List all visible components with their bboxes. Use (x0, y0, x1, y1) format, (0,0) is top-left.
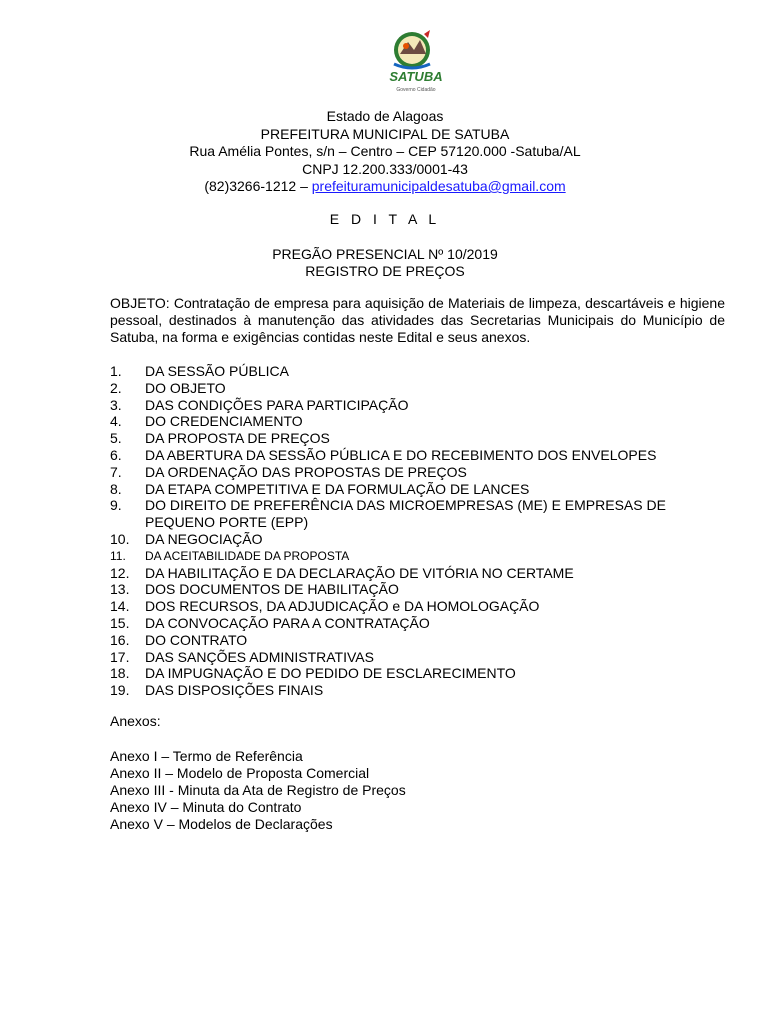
toc-item-number: 10. (110, 530, 130, 547)
toc-item-number: 1. (110, 363, 122, 379)
phone-text: (82)3266-1212 – (204, 178, 312, 194)
anexo-item: Anexo I – Termo de Referência (110, 748, 303, 764)
toc-item-text: DAS DISPOSIÇÕES FINAIS (145, 682, 324, 699)
toc-item-text: DO CONTRATO (145, 631, 248, 648)
toc-item (110, 397, 730, 414)
toc-item (110, 665, 730, 682)
toc-item-number: 4. (110, 413, 122, 430)
toc-item-text: DA NEGOCIAÇÃO (145, 530, 263, 547)
email-link[interactable]: prefeituramunicipaldesatuba@gmail.com (311, 178, 566, 194)
toc-item-number: 18. (110, 665, 130, 682)
toc-item-number: 7. (110, 463, 122, 480)
pregao-number: PREGÃO PRESENCIAL Nº 10/2019 (272, 246, 498, 262)
toc-item-number: 16. (110, 631, 130, 648)
toc-item-number: 8. (110, 480, 122, 497)
address-line: Rua Amélia Pontes, s/n – Centro – CEP 57120.000 -Satuba/AL (189, 143, 581, 159)
toc-item-number: 2. (110, 379, 122, 396)
toc-item (110, 380, 730, 397)
toc-item-text: DA HABILITAÇÃO E DA DECLARAÇÃO DE VITÓRIA NO CERTAME (145, 564, 574, 581)
toc-item-text: DAS CONDIÇÕES PARA PARTICIPAÇÃO (145, 396, 409, 413)
anexos-list (110, 748, 406, 833)
anexo-item: Anexo V – Modelos de Declarações (110, 816, 333, 832)
logo-tagline: Governo Cidadão (396, 87, 436, 93)
toc-item (110, 447, 730, 464)
toc-item-number: 3. (110, 396, 122, 413)
toc-item-number: 17. (110, 648, 130, 665)
satuba-logo (380, 28, 458, 94)
toc-item (110, 565, 730, 582)
toc-item-number: 12. (110, 564, 130, 581)
toc-item-number: 11. (110, 548, 126, 563)
toc-item-text: DA ETAPA COMPETITIVA E DA FORMULAÇÃO DE LANCES (145, 480, 530, 497)
toc-item-number: 9. (110, 497, 122, 514)
toc-item (110, 413, 730, 430)
toc-item-text: DO CREDENCIAMENTO (145, 413, 303, 430)
toc-item (110, 632, 730, 649)
toc-item-number: 13. (110, 581, 130, 598)
toc-item-text: DOS DOCUMENTOS DE HABILITAÇÃO (145, 581, 399, 598)
anexo-item: Anexo III - Minuta da Ata de Registro de Preços (110, 782, 406, 798)
cnpj-line: CNPJ 12.200.333/0001-43 (302, 160, 468, 177)
prefecture-line: PREFEITURA MUNICIPAL DE SATUBA (260, 125, 510, 142)
toc-item (110, 598, 730, 615)
toc-item (110, 531, 730, 548)
toc-item-text: DOS RECURSOS, DA ADJUDICAÇÃO e DA HOMOLOGAÇÃO (145, 598, 540, 615)
toc-item (110, 682, 730, 699)
toc-item-text: DA SESSÃO PÚBLICA (145, 363, 289, 379)
toc-item-text: DO OBJETO (145, 379, 226, 396)
table-of-contents (110, 363, 730, 699)
toc-item (110, 363, 730, 380)
toc-item (110, 464, 730, 481)
anexo-item: Anexo II – Modelo de Proposta Comercial (110, 765, 370, 781)
toc-item-text: DA ORDENAÇÃO DAS PROPOSTAS DE PREÇOS (145, 463, 467, 480)
toc-item-number: 19. (110, 682, 130, 699)
state-line: Estado de Alagoas (326, 108, 444, 124)
toc-item-text: DAS SANÇÕES ADMINISTRATIVAS (145, 648, 374, 665)
anexos-title: Anexos: (110, 713, 161, 729)
toc-item-number: 6. (110, 446, 122, 463)
toc-item-text: DA ABERTURA DA SESSÃO PÚBLICA E DO RECEBIMENTO DOS ENVELOPES (145, 446, 657, 463)
toc-item-text: DO DIREITO DE PREFERÊNCIA DAS MICROEMPRESAS (ME) E EMPRESAS DE PEQUENO PORTE (EPP) (145, 497, 666, 531)
toc-item (110, 581, 730, 598)
logo-name: SATUBA (389, 69, 443, 84)
toc-item (110, 430, 730, 447)
toc-item-number: 14. (110, 598, 130, 615)
letterhead (0, 108, 770, 196)
toc-item-number: 5. (110, 430, 122, 447)
anexo-item: Anexo IV – Minuta do Contrato (110, 799, 302, 815)
pregao-heading (0, 246, 770, 280)
registro-precos: REGISTRO DE PREÇOS (305, 263, 465, 279)
objeto-paragraph: OBJETO: Contratação de empresa para aquisição de Materiais de limpeza, descartáveis e higiene pessoal, destinados à manutenção das atividades das Secretarias Municipais do Município de Satuba, na forma e exigências contidas neste Edital e seus anexos. (110, 295, 725, 345)
toc-item (110, 548, 730, 565)
toc-item-number: 15. (110, 614, 130, 631)
toc-item (110, 615, 730, 632)
contact-line (0, 178, 770, 196)
toc-item-text: DA IMPUGNAÇÃO E DO PEDIDO DE ESCLARECIMENTO (145, 665, 516, 682)
toc-item (110, 481, 730, 498)
edital-heading: E D I T A L (329, 211, 441, 227)
toc-item-text: DA PROPOSTA DE PREÇOS (145, 430, 330, 447)
toc-item (110, 649, 730, 666)
toc-item-text: DA ACEITABILIDADE DA PROPOSTA (145, 548, 350, 563)
toc-item-text: DA CONVOCAÇÃO PARA A CONTRATAÇÃO (145, 614, 430, 631)
toc-item (110, 497, 730, 531)
